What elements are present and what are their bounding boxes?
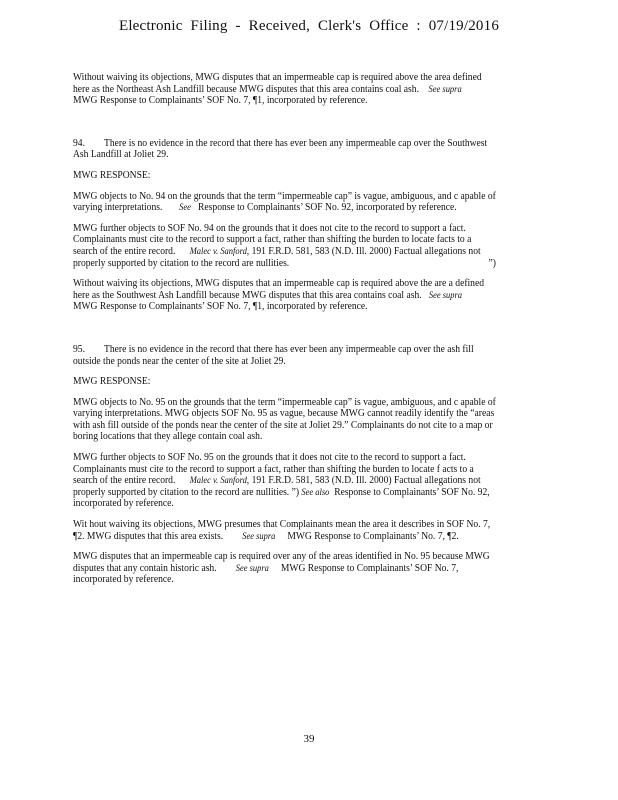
- paragraph: Wit hout waiving its objections, MWG presumes that Complainants mean the area it describes in SOF No. 7, ¶2. MWG disputes that this area exists. See supra MWG Response to Complainants’ No. 7, ¶2.: [73, 519, 491, 542]
- paragraph: MWG objects to No. 94 on the grounds that the term “impermeable cap” is vague, ambiguous, and c apable of varying interpretations. See Response to Complainants’ SOF No. 92, incorporated by reference.: [73, 190, 496, 214]
- paragraph: Without waiving its objections, MWG disputes that an impermeable cap is required above the are a defined here as the Southwest Ash Landfill because MWG disputes that this area contains coal ash. See supra MWG Response to Complainants’ SOF No. 7, ¶1, incorporated by reference.: [73, 278, 485, 313]
- paragraph: MWG further objects to SOF No. 94 on the grounds that it does not cite to the record to support a fact. Complainants must cite to the record to support a fact, rather than shifting the burden to locate facts to a search of the entire record. Malec v. Sanford, 191 F.R.D. 581, 583 (N.D. Ill. 2000) Factual allegations not properly supported by citation to the record are nullities. ”): [73, 222, 496, 269]
- paragraph: MWG objects to No. 95 on the grounds that the term “impermeable cap” is vague, ambiguous, and c apable of varying interpretations. MWG objects SOF No. 95 as vague, because MWG cannot readily identify the “areas with ash fill outside of the ponds near the center of the site at Joliet 29.” Complainants do not cite to a map or boring locations that they allege contain coal ash.: [73, 396, 496, 443]
- page-number: 39: [303, 733, 315, 745]
- response-heading: MWG RESPONSE:: [73, 376, 151, 388]
- document-body: [73, 72, 496, 595]
- filing-header: Electronic Filing - Received, Clerk's Office : 07/19/2016: [118, 18, 500, 34]
- paragraph: MWG disputes that an impermeable cap is required over any of the areas identified in No. 95 because MWG disputes that any contain historic ash. See supra MWG Response to Complainants’ SOF No. 7, incorporated by reference.: [73, 551, 490, 586]
- sof-94: 94. There is no evidence in the record that there has ever been any impermeable cap over the Southwest Ash Landfill at Joliet 29.: [73, 137, 488, 161]
- sof-95: 95. There is no evidence in the record that there has ever been any impermeable cap over the ash fill outside the ponds near the center of the site at Joliet 29.: [73, 343, 474, 367]
- paragraph: Without waiving its objections, MWG disputes that an impermeable cap is required above the area defined here as the Northeast Ash Landfill because MWG disputes that this area contains coal ash. See supra MWG Response to Complainants’ SOF No. 7, ¶1, incorporated by reference.: [73, 72, 482, 107]
- paragraph: MWG further objects to SOF No. 95 on the grounds that it does not cite to the record to support a fact. Complainants must cite to the record to support a fact, rather than shifting the burden to locate f acts to a search of the entire record. Malec v. Sanford, 191 F.R.D. 581, 583 (N.D. Ill. 2000) Factual allegations not properly supported by citation to the record are nullities. ”) See also Response to Complainants’ SOF No. 92, incorporated by reference.: [73, 452, 490, 510]
- response-heading: MWG RESPONSE:: [73, 169, 151, 181]
